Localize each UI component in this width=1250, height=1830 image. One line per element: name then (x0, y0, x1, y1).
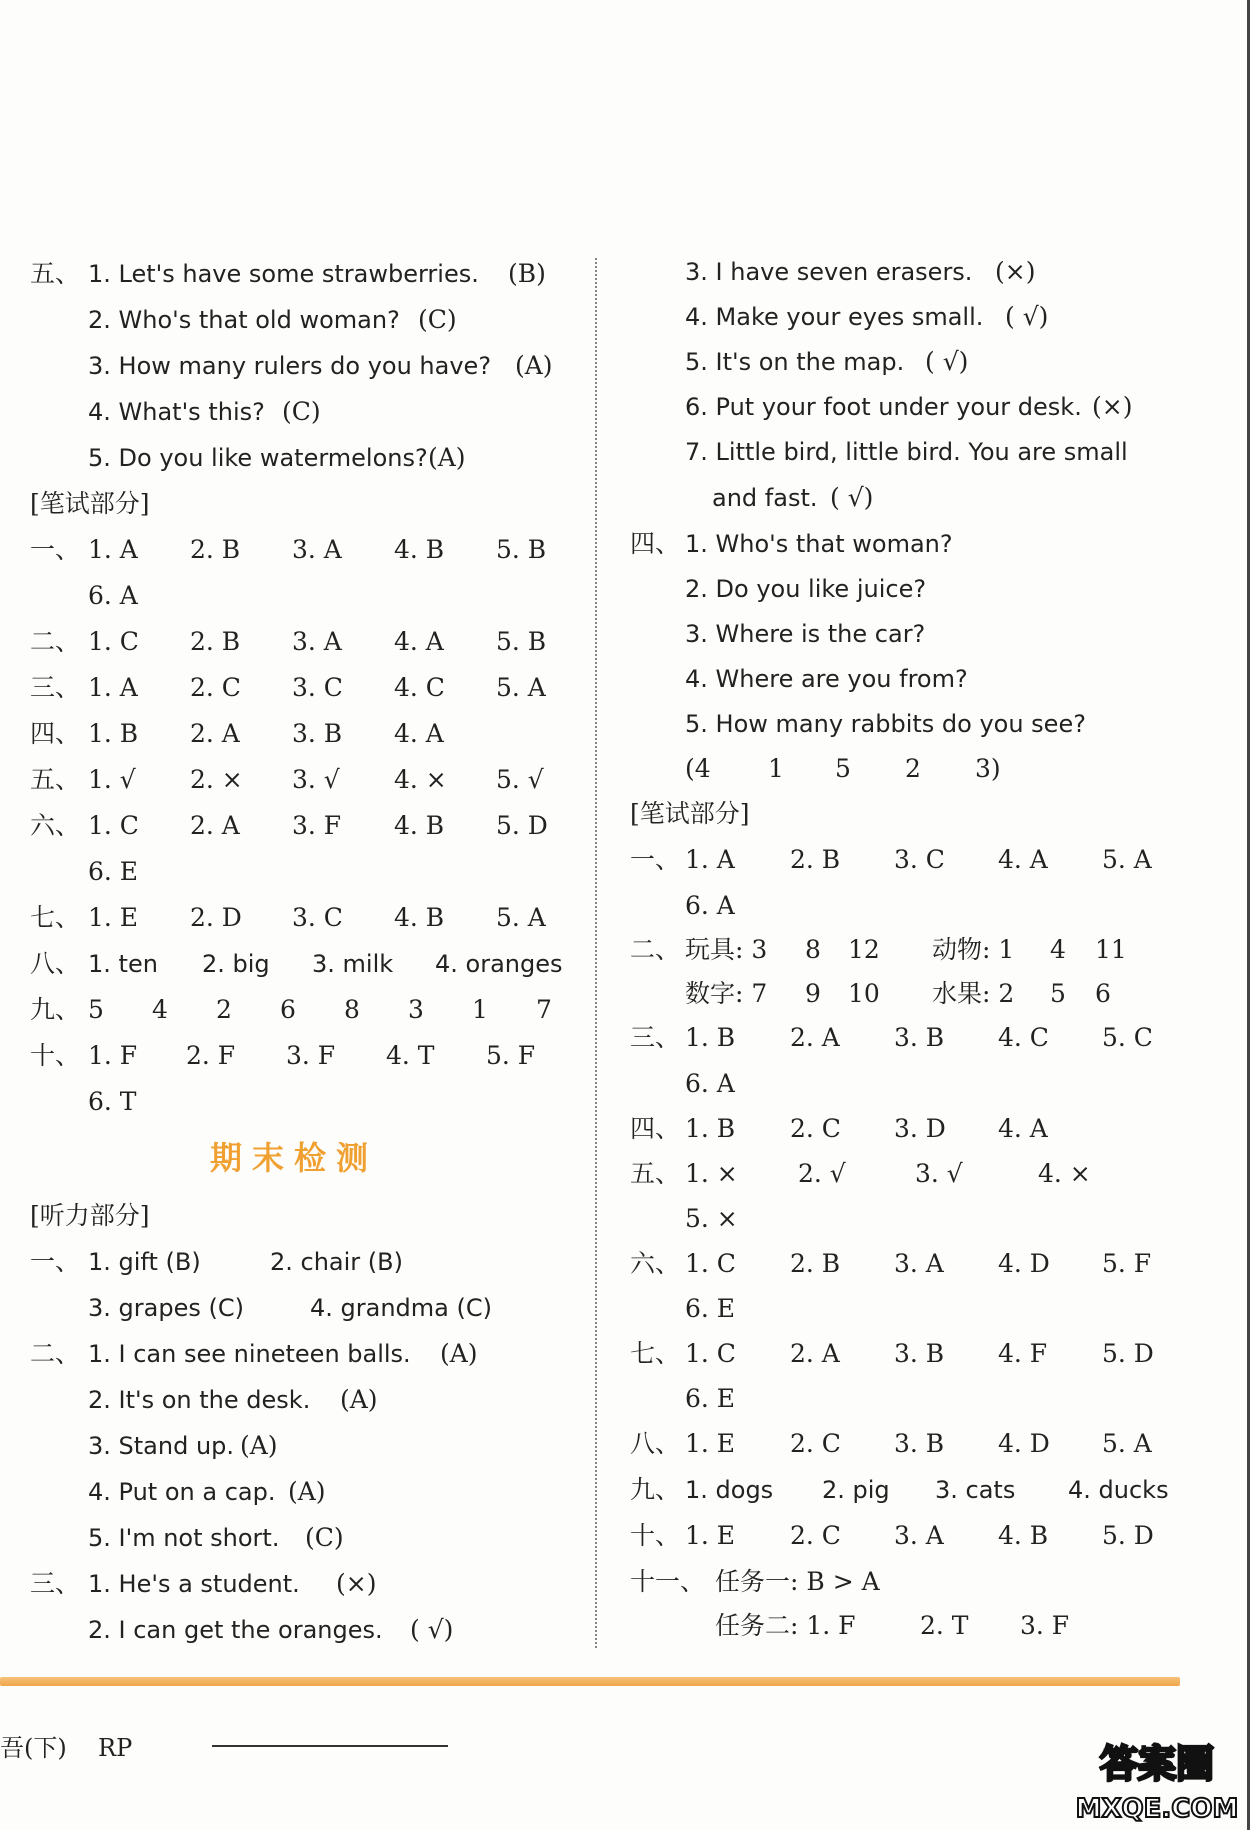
answer-item: 5. A (496, 673, 546, 702)
answer-item: 4. F (998, 1339, 1048, 1368)
question-marker: 六、 (630, 1249, 681, 1278)
answer-item: 6. E (685, 1294, 736, 1323)
answer-item: 2. Do you like juice? (685, 575, 927, 603)
answer-item: 1. Let's have some strawberries. (88, 260, 479, 288)
answer-item: (A) (440, 1339, 478, 1368)
section-title: 期末检测 (210, 1139, 379, 1177)
answer-item: 6. T (88, 1087, 137, 1116)
answer-item: 3. D (894, 1114, 946, 1143)
question-marker: 六、 (30, 811, 81, 840)
question-marker: 八、 (630, 1429, 681, 1458)
answer-item: (C) (418, 305, 457, 334)
answer-item: 3. Stand up. (88, 1432, 235, 1460)
answer-item: 3. grapes (C) (88, 1294, 244, 1322)
answer-item: 5. A (1102, 845, 1152, 874)
section-label-text: [听力部分] (30, 1201, 150, 1230)
answer-item: 任务一: B > A (715, 1567, 880, 1596)
answer-item: 5. B (496, 535, 547, 564)
answer-item: 4. × (394, 765, 447, 794)
answer-item: 4. Where are you from? (685, 665, 968, 693)
answer-item: (×) (336, 1569, 377, 1598)
answer-item: 1. E (88, 903, 139, 932)
answer-item: 1. C (88, 627, 139, 656)
question-marker: 十一、 (630, 1567, 706, 1596)
answer-item: 5 (1050, 979, 1066, 1008)
answer-item: 2. B (790, 845, 841, 874)
answer-item: 数字: 7 (685, 979, 768, 1008)
answer-item: 4. oranges (435, 950, 563, 978)
answer-item: 2. A (790, 1339, 840, 1368)
answer-item: 4. C (394, 673, 445, 702)
question-marker: 三、 (30, 1569, 81, 1598)
answer-item: 4. B (394, 535, 445, 564)
answer-item: 4. B (394, 903, 445, 932)
answer-item: 7 (536, 995, 552, 1024)
answer-item: 3. C (292, 673, 343, 702)
question-marker: 四、 (630, 529, 681, 558)
answer-item: 6 (1095, 979, 1111, 1008)
answer-item: 6. A (685, 891, 735, 920)
answer-item: 5 (835, 754, 851, 783)
answer-item: 4. A (394, 719, 444, 748)
answer-item: 5. F (1102, 1249, 1152, 1278)
answer-item: 2 (905, 754, 921, 783)
question-marker: 七、 (630, 1339, 681, 1368)
answer-item: ( √) (410, 1615, 454, 1644)
answer-item: 4. What's this? (88, 398, 265, 426)
answer-item: 5. B (496, 627, 547, 656)
answer-item: 2. C (790, 1521, 841, 1550)
answer-item: 2. I can get the oranges. (88, 1616, 383, 1644)
answer-item: (A) (428, 443, 466, 472)
answer-item: (×) (1092, 392, 1133, 421)
answer-item: 4. ducks (1068, 1476, 1169, 1504)
answer-item: 5. D (1102, 1521, 1154, 1550)
answer-item: 11 (1095, 935, 1127, 964)
answer-item: 3. How many rulers do you have? (88, 352, 492, 380)
answer-item: 4. T (386, 1041, 435, 1070)
question-marker: 二、 (30, 1339, 81, 1368)
answer-item: 5. Do you like watermelons? (88, 444, 428, 472)
footer-book-label: 吾(下) (0, 1734, 67, 1762)
answer-item: 2. Who's that old woman? (88, 306, 400, 334)
answer-item: 1 (768, 754, 784, 783)
answer-item: 3. C (292, 903, 343, 932)
column-divider (595, 258, 597, 1648)
answer-item: 2. D (190, 903, 242, 932)
question-marker: 五、 (630, 1159, 681, 1188)
answer-item: 4. Put on a cap. (88, 1478, 276, 1506)
answer-item: 2. pig (822, 1476, 890, 1504)
answer-item: 1. ten (88, 950, 158, 978)
answer-item: 2. C (790, 1429, 841, 1458)
answer-item: 3. √ (292, 765, 340, 794)
question-marker: 四、 (630, 1114, 681, 1143)
answer-item: 4. D (998, 1429, 1050, 1458)
answer-item: 1. I can see nineteen balls. (88, 1340, 411, 1368)
question-marker: 五、 (30, 259, 81, 288)
answer-item: 3. F (1020, 1611, 1070, 1640)
watermark-bottom-text: MXQE.COM (1075, 1794, 1239, 1824)
answer-item: 3. A (292, 627, 342, 656)
answer-item: 5. × (685, 1204, 738, 1233)
question-marker: 八、 (30, 949, 81, 978)
answer-item: (×) (995, 257, 1036, 286)
answer-item: 4. A (998, 1114, 1048, 1143)
answer-item: 5. D (1102, 1339, 1154, 1368)
answer-item: 1. C (685, 1339, 736, 1368)
question-marker: 五、 (30, 765, 81, 794)
answer-item: 任务二: 1. F (715, 1611, 856, 1640)
answer-item: 1. B (88, 719, 139, 748)
answer-item: 6. A (88, 581, 138, 610)
answer-item: 4. B (998, 1521, 1049, 1550)
answer-item: 4. Make your eyes small. (685, 303, 984, 331)
answer-item: 8 (805, 935, 821, 964)
answer-item: ( √) (925, 347, 969, 376)
answer-item: 2. B (190, 535, 241, 564)
question-marker: 一、 (630, 845, 681, 874)
answer-item: 1. F (88, 1041, 138, 1070)
answer-item: 水果: 2 (932, 979, 1015, 1008)
footer-rule (212, 1745, 448, 1747)
question-marker: 二、 (630, 935, 681, 964)
answer-item: 3. √ (915, 1159, 963, 1188)
answer-item: 1. E (685, 1521, 736, 1550)
answer-item: 3. milk (312, 950, 394, 978)
question-marker: 一、 (30, 1247, 81, 1276)
answer-item: 6. E (88, 857, 139, 886)
answer-item: 1. B (685, 1023, 736, 1052)
question-marker: 三、 (630, 1023, 681, 1052)
answer-item: 3. A (292, 535, 342, 564)
answer-item: 2. big (202, 950, 270, 978)
question-marker: 七、 (30, 903, 81, 932)
answer-item: 1. E (685, 1429, 736, 1458)
question-marker: 九、 (30, 995, 81, 1024)
answer-item: 2. A (190, 811, 240, 840)
answer-item: 5. It's on the map. (685, 348, 905, 376)
answer-item: 4. D (998, 1249, 1050, 1278)
answer-item: 5 (88, 995, 104, 1024)
section-label-text: [笔试部分] (30, 489, 150, 518)
answer-item: 3. cats (935, 1476, 1016, 1504)
watermark-logo (1068, 1733, 1246, 1827)
answer-item: 1. B (685, 1114, 736, 1143)
answer-item: 2. C (190, 673, 241, 702)
answer-item: 1 (472, 995, 488, 1024)
answer-item: 5. C (1102, 1023, 1153, 1052)
answer-item: 3) (975, 754, 1001, 783)
answer-item: 1. C (685, 1249, 736, 1278)
answer-item: 1. × (685, 1159, 738, 1188)
answer-item: (A) (515, 351, 553, 380)
answer-item: 2 (216, 995, 232, 1024)
answer-item: 2. B (790, 1249, 841, 1278)
answer-item: 1. A (685, 845, 735, 874)
watermark-top-text: 答案圈 (1099, 1742, 1215, 1786)
answer-item: 1. dogs (685, 1476, 774, 1504)
answer-item: 4. A (998, 845, 1048, 874)
answer-item: (A) (340, 1385, 378, 1414)
answer-item: 6. E (685, 1384, 736, 1413)
answer-item: 4. × (1038, 1159, 1091, 1188)
answer-item: 1. gift (B) (88, 1248, 201, 1276)
answer-item: 1. C (88, 811, 139, 840)
answer-item: 玩具: 3 (685, 935, 768, 964)
answer-item: 6. Put your foot under your desk. (685, 393, 1082, 421)
answer-item: 5. F (486, 1041, 536, 1070)
answer-item: 2. T (920, 1611, 969, 1640)
answer-item: 3. B (292, 719, 343, 748)
answer-item: 3. F (286, 1041, 336, 1070)
answer-item: 3. B (894, 1429, 945, 1458)
answer-item: 4. A (394, 627, 444, 656)
answer-item: 4 (1050, 935, 1066, 964)
answer-item: 2. F (186, 1041, 236, 1070)
answer-item: 3. B (894, 1023, 945, 1052)
answer-item: 2. × (190, 765, 243, 794)
question-marker: 二、 (30, 627, 81, 656)
answer-item: ( √) (1005, 302, 1049, 331)
answer-item: (B) (508, 259, 546, 288)
answer-item: 7. Little bird, little bird. You are small (685, 438, 1128, 466)
answer-item: 1. √ (88, 765, 136, 794)
answer-item: 8 (344, 995, 360, 1024)
answer-item: 5. √ (496, 765, 544, 794)
answer-item: 5. D (496, 811, 548, 840)
question-marker: 一、 (30, 535, 81, 564)
answer-item: 2. A (190, 719, 240, 748)
answer-item: 4. C (998, 1023, 1049, 1052)
answer-item: 5. A (496, 903, 546, 932)
answer-item: 5. A (1102, 1429, 1152, 1458)
answer-item: 1. Who's that woman? (685, 530, 953, 558)
question-marker: 三、 (30, 673, 81, 702)
answer-item: 4 (152, 995, 168, 1024)
answer-item: (4 (685, 754, 711, 783)
answer-item: 3. A (894, 1249, 944, 1278)
answer-item: 12 (848, 935, 880, 964)
answer-item: 1. A (88, 673, 138, 702)
answer-item: and fast. (712, 484, 818, 512)
answer-item: 6 (280, 995, 296, 1024)
answer-item: (A) (240, 1431, 278, 1460)
answer-item: 10 (848, 979, 880, 1008)
answer-item: 3. F (292, 811, 342, 840)
answer-item: 1. A (88, 535, 138, 564)
answer-item: 6. A (685, 1069, 735, 1098)
section-label-text: [笔试部分] (630, 799, 750, 828)
footer-accent-bar (0, 1677, 1180, 1686)
footer-edition: RP (98, 1734, 133, 1762)
answer-item: 3 (408, 995, 424, 1024)
answer-item: 2. A (790, 1023, 840, 1052)
answer-item: 2. chair (B) (270, 1248, 403, 1276)
answer-item: 2. C (790, 1114, 841, 1143)
question-marker: 十、 (30, 1041, 81, 1070)
answer-item: 5. I'm not short. (88, 1524, 280, 1552)
answer-item: ( √) (830, 483, 874, 512)
answer-item: 2. It's on the desk. (88, 1386, 311, 1414)
answer-item: (C) (305, 1523, 344, 1552)
answer-item: 3. I have seven erasers. (685, 258, 973, 286)
answer-item: 4. B (394, 811, 445, 840)
answer-item: (C) (282, 397, 321, 426)
answer-item: 1. He's a student. (88, 1570, 300, 1598)
answer-item: 3. B (894, 1339, 945, 1368)
answer-item: 9 (805, 979, 821, 1008)
answer-item: 3. C (894, 845, 945, 874)
answer-item: (A) (288, 1477, 326, 1506)
answer-item: 2. B (190, 627, 241, 656)
answer-item: 2. √ (798, 1159, 846, 1188)
answer-item: 3. Where is the car? (685, 620, 926, 648)
question-marker: 四、 (30, 719, 81, 748)
answer-item: 4. grandma (C) (310, 1294, 492, 1322)
question-marker: 十、 (630, 1521, 681, 1550)
question-marker: 九、 (630, 1475, 681, 1504)
answer-item: 动物: 1 (932, 935, 1015, 964)
answer-item: 5. How many rabbits do you see? (685, 710, 1086, 738)
answer-item: 3. A (894, 1521, 944, 1550)
